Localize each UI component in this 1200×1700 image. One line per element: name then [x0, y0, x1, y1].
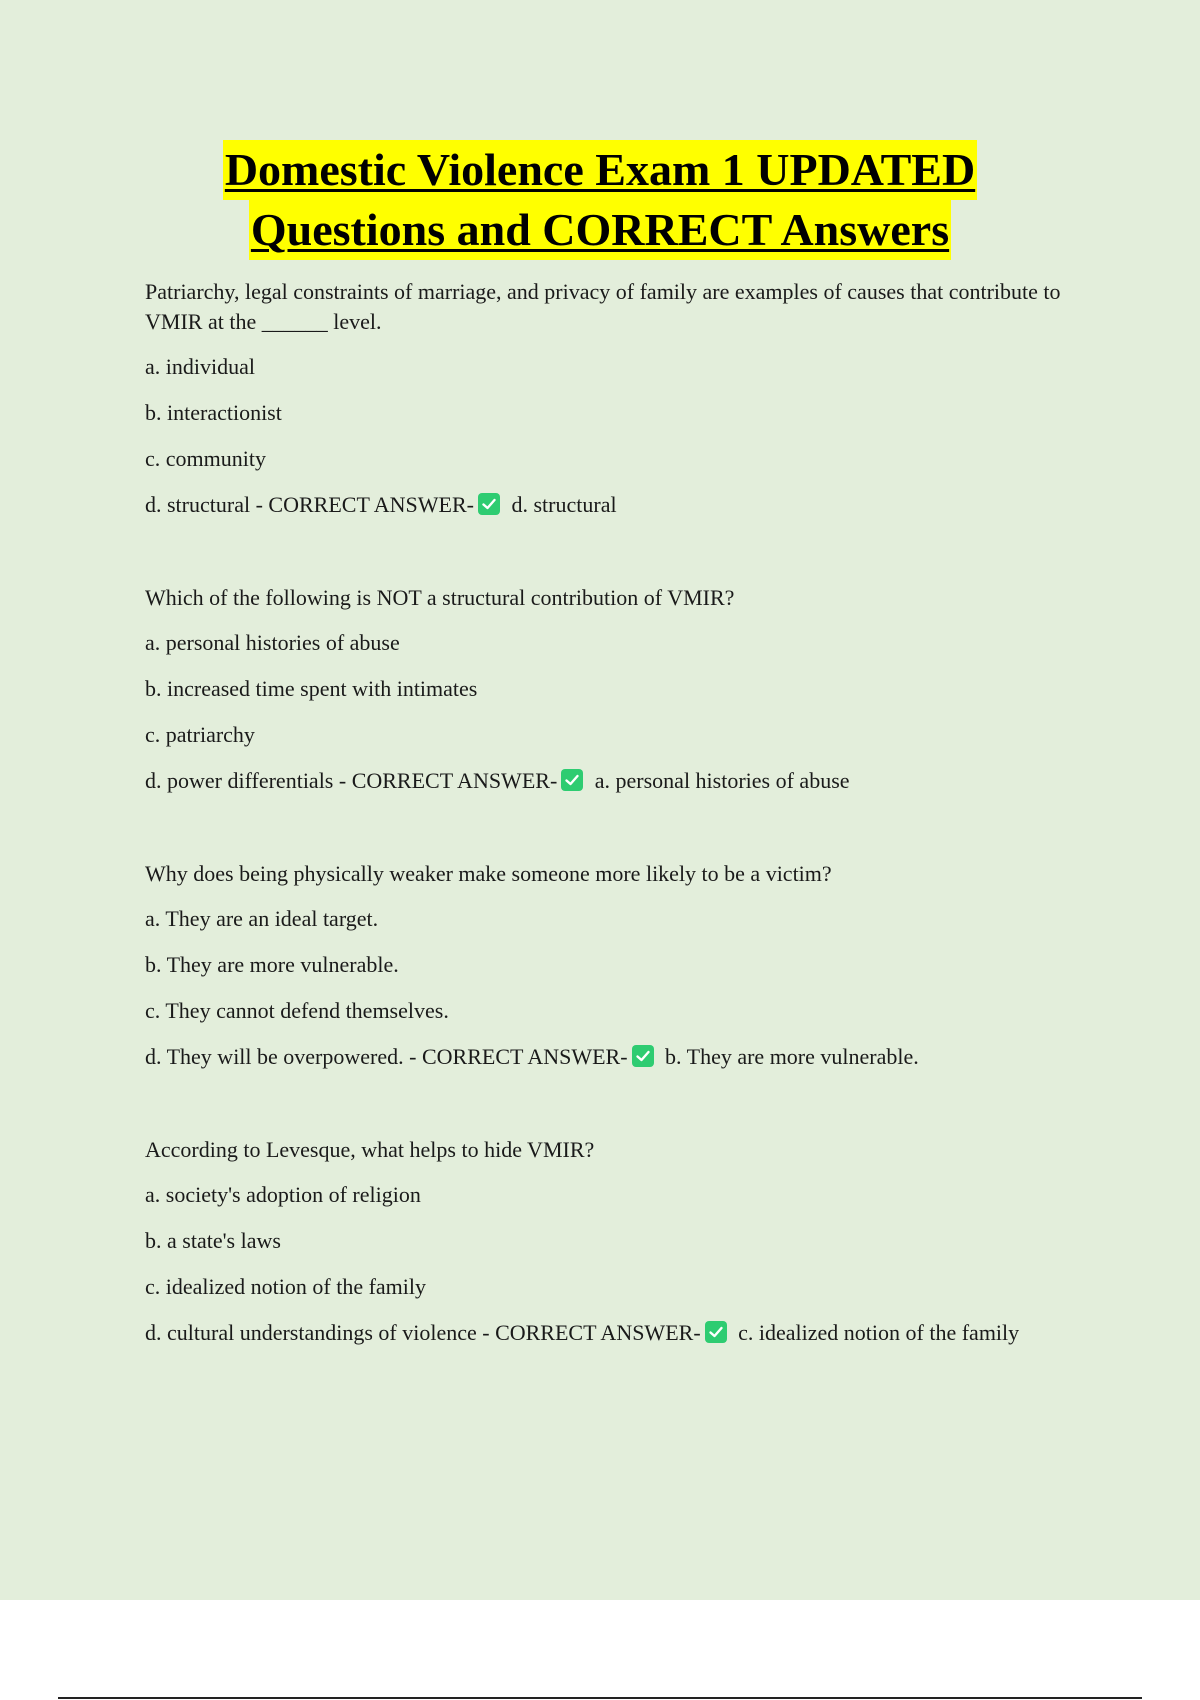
questions-list [145, 277, 1065, 1411]
answer-marker: - CORRECT ANSWER- [255, 492, 474, 517]
option-a: a. They are an ideal target. [145, 906, 379, 931]
option-b: b. increased time spent with intimates [145, 676, 478, 701]
option-c: c. They cannot defend themselves. [145, 998, 449, 1023]
answer-marker: - CORRECT ANSWER- [482, 1320, 701, 1345]
answer-line [145, 766, 1065, 796]
correct-answer: b. They are more vulnerable. [665, 1044, 919, 1069]
option-c: c. idealized notion of the family [145, 1274, 427, 1299]
option-b: b. interactionist [145, 400, 282, 425]
check-box-icon [632, 1045, 654, 1067]
option-b: b. a state's laws [145, 1228, 281, 1253]
answer-marker: - CORRECT ANSWER- [409, 1044, 628, 1069]
option-d: d. power differentials [145, 768, 334, 793]
question-text: Why does being physically weaker make someone more likely to be a victim? [145, 861, 832, 886]
check-box-icon [705, 1321, 727, 1343]
option-c: c. community [145, 446, 266, 471]
question-text: Patriarchy, legal constraints of marriage, and privacy of family are examples of causes that contribute to VMIR at the ______ level. [145, 279, 1061, 334]
answer-marker: - CORRECT ANSWER- [338, 768, 558, 793]
check-box-icon [561, 769, 583, 791]
question-block [145, 859, 1065, 1072]
question-block [145, 1135, 1065, 1348]
option-d: d. cultural understandings of violence [145, 1320, 477, 1345]
option-a: a. personal histories of abuse [145, 630, 400, 655]
correct-answer: c. idealized notion of the family [738, 1320, 1020, 1345]
correct-answer: a. personal histories of abuse [594, 768, 850, 793]
option-a: a. society's adoption of religion [145, 1182, 421, 1207]
option-d: d. They will be overpowered. [145, 1044, 404, 1069]
title-line-1: Domestic Violence Exam 1 UPDATED [223, 140, 977, 200]
answer-line [145, 1042, 1065, 1072]
question-block [145, 277, 1065, 520]
document-title [0, 140, 1200, 260]
option-b: b. They are more vulnerable. [145, 952, 399, 977]
answer-line [145, 490, 1065, 520]
correct-answer: d. structural [511, 492, 617, 517]
title-line-2: Questions and CORRECT Answers [249, 200, 951, 260]
check-box-icon [478, 493, 500, 515]
option-d: d. structural [145, 492, 251, 517]
question-block [145, 583, 1065, 796]
option-c: c. patriarchy [145, 722, 255, 747]
question-text: According to Levesque, what helps to hide VMIR? [145, 1137, 595, 1162]
option-a: a. individual [145, 354, 255, 379]
footer-divider [58, 1697, 1142, 1699]
answer-line [145, 1318, 1065, 1348]
question-text: Which of the following is NOT a structural contribution of VMIR? [145, 585, 735, 610]
